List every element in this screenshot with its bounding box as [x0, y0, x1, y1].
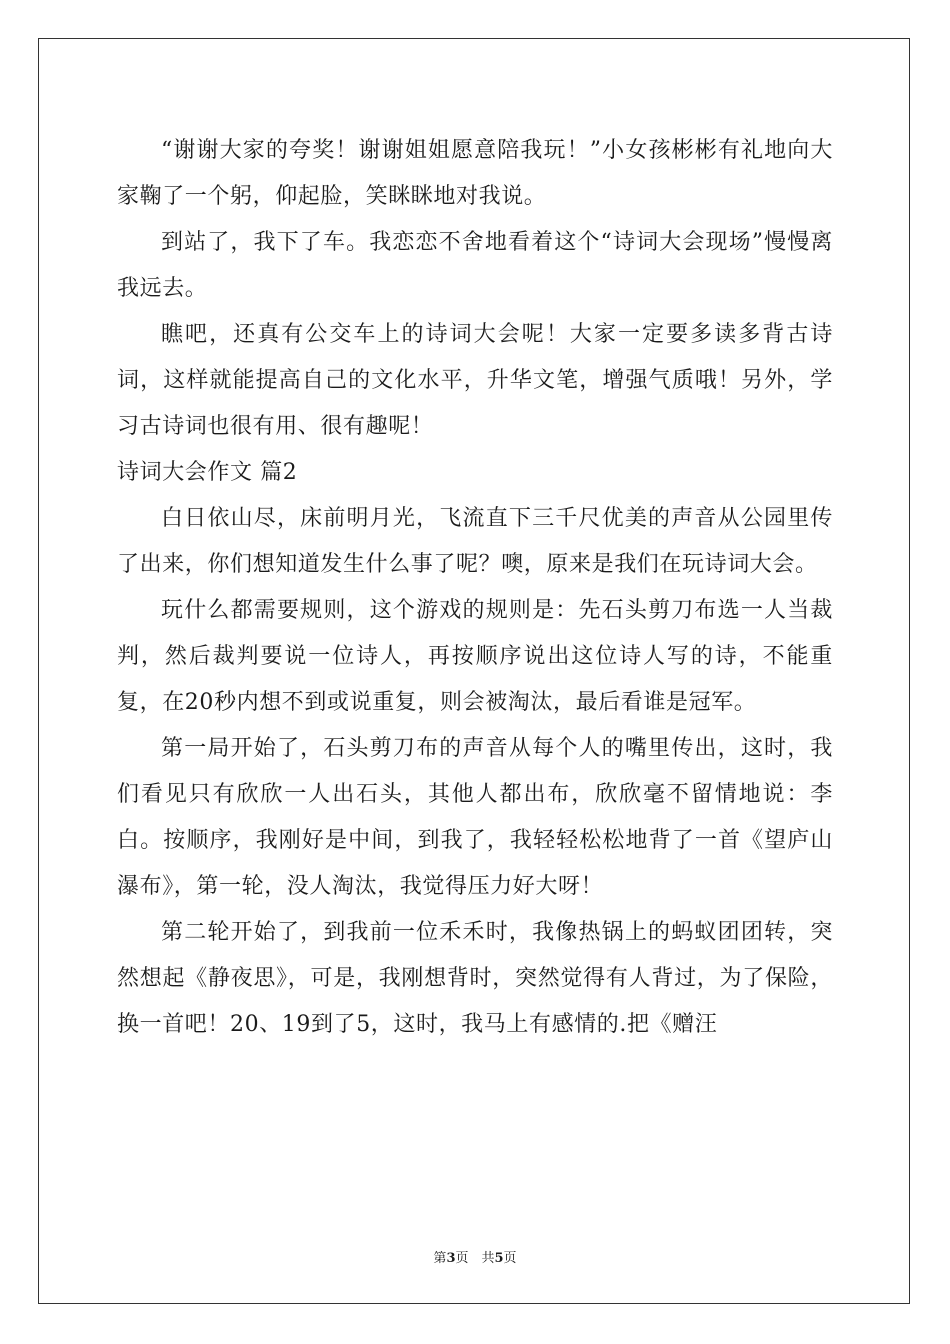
paragraph: 第一局开始了，石头剪刀布的声音从每个人的嘴里传出，这时，我们看见只有欣欣一人出石头，其他人都出布，欣欣毫不留情地说：李白。按顺序，我刚好是中间，到我了，我轻轻松松地背了一首《望庐山瀑布》，第一轮，没人淘汰，我觉得压力好大呀！ — [117, 736, 833, 899]
paragraph: 第二轮开始了，到我前一位禾禾时，我像热锅上的蚂蚁团团转，突然想起《静夜思》，可是，我刚想背时，突然觉得有人背过，为了保险，换一首吧！20、19到了5，这时，我马上有感情的.把《赠汪 — [117, 920, 833, 1037]
section-heading: 诗词大会作文 篇2 — [117, 460, 298, 485]
page-label-mid: 页 共 — [455, 1251, 495, 1266]
page-label-prefix: 第 — [433, 1251, 447, 1266]
total-page-count: 5 — [494, 1251, 504, 1266]
paragraph: 白日依山尽，床前明月光，飞流直下三千尺优美的声音从公园里传了出来，你们想知道发生什么事了呢？噢，原来是我们在玩诗词大会。 — [117, 506, 833, 577]
document-body — [117, 128, 833, 1048]
paragraph: 到站了，我下了车。我恋恋不舍地看着这个“诗词大会现场”慢慢离我远去。 — [117, 230, 833, 301]
page-footer — [0, 1247, 950, 1266]
page-label-suffix: 页 — [503, 1251, 517, 1266]
current-page-number: 3 — [446, 1251, 456, 1266]
paragraph: 瞧吧，还真有公交车上的诗词大会呢！大家一定要多读多背古诗词，这样就能提高自己的文化水平，升华文笔，增强气质哦！另外，学习古诗词也很有用、很有趣呢！ — [117, 322, 833, 439]
paragraph: “谢谢大家的夸奖！谢谢姐姐愿意陪我玩！”小女孩彬彬有礼地向大家鞠了一个躬，仰起脸，笑眯眯地对我说。 — [117, 138, 833, 209]
paragraph: 玩什么都需要规则，这个游戏的规则是：先石头剪刀布选一人当裁判，然后裁判要说一位诗人，再按顺序说出这位诗人写的诗，不能重复，在20秒内想不到或说重复，则会被淘汰，最后看谁是冠军。 — [117, 598, 833, 715]
